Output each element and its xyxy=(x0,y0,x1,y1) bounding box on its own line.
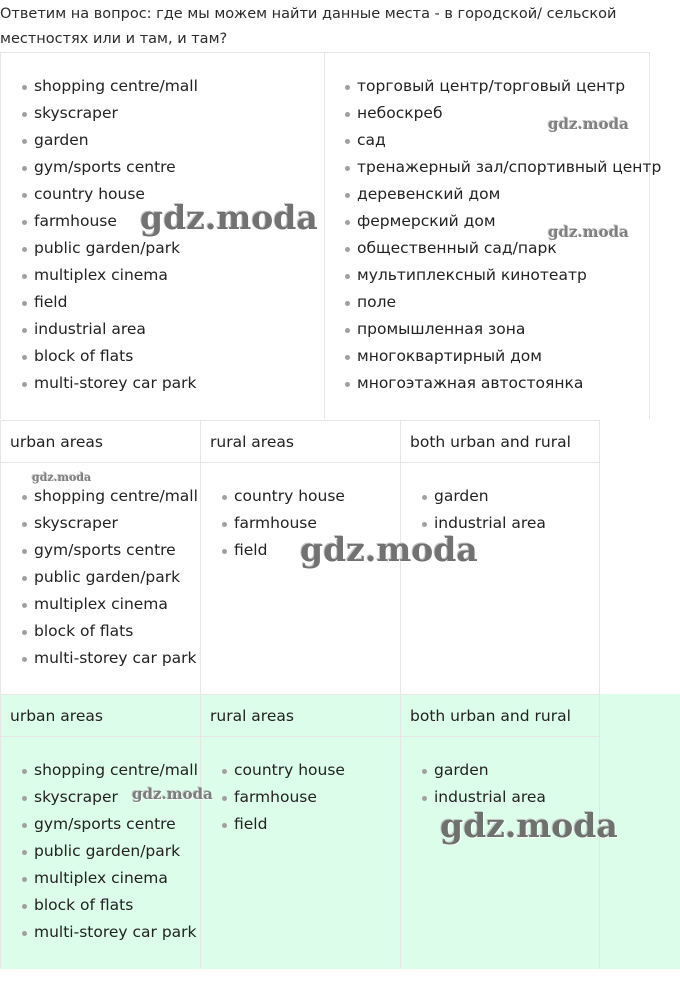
list-item: промышленная зона xyxy=(345,316,661,343)
rural-list xyxy=(222,757,345,838)
vocab-english-list xyxy=(22,73,198,397)
list-item: торговый центр/торговый центр xyxy=(345,73,661,100)
cell-rural-areas xyxy=(200,736,400,969)
vocab-russian-list xyxy=(345,73,661,397)
list-item: garden xyxy=(22,127,198,154)
header-urban-areas: urban areas xyxy=(0,694,200,736)
list-item: country house xyxy=(222,483,345,510)
list-item: multiplex cinema xyxy=(22,865,198,892)
header-urban-areas: urban areas xyxy=(0,420,200,462)
list-item: farmhouse xyxy=(222,510,345,537)
list-item: skyscraper xyxy=(22,784,198,811)
cell-rural-areas xyxy=(200,462,400,695)
list-item: shopping centre/mall xyxy=(22,73,198,100)
list-item: field xyxy=(222,811,345,838)
table-body-row xyxy=(0,462,600,695)
header-both-areas: both urban and rural xyxy=(400,420,600,462)
list-item: тренажерный зал/спортивный центр xyxy=(345,154,661,181)
classification-table xyxy=(0,420,600,695)
header-rural-areas: rural areas xyxy=(200,420,400,462)
list-item: industrial area xyxy=(422,784,546,811)
list-item: public garden/park xyxy=(22,235,198,262)
list-item: block of flats xyxy=(22,618,198,645)
list-item: multi-storey car park xyxy=(22,645,198,672)
list-item: gym/sports centre xyxy=(22,537,198,564)
list-item: multiplex cinema xyxy=(22,591,198,618)
list-item: field xyxy=(222,537,345,564)
list-item: industrial area xyxy=(422,510,546,537)
list-item: gym/sports centre xyxy=(22,154,198,181)
list-item: небоскреб xyxy=(345,100,661,127)
answer-table xyxy=(0,694,600,969)
list-item: public garden/park xyxy=(22,564,198,591)
list-item: multiplex cinema xyxy=(22,262,198,289)
list-item: skyscraper xyxy=(22,100,198,127)
cell-urban-areas xyxy=(0,736,200,969)
list-item: сад xyxy=(345,127,661,154)
list-item: public garden/park xyxy=(22,838,198,865)
vocab-table xyxy=(0,52,662,419)
list-item: country house xyxy=(22,181,198,208)
urban-list xyxy=(22,483,198,672)
list-item: gym/sports centre xyxy=(22,811,198,838)
list-item: фермерский дом xyxy=(345,208,661,235)
list-item: country house xyxy=(222,757,345,784)
header-rural-areas: rural areas xyxy=(200,694,400,736)
list-item: skyscraper xyxy=(22,510,198,537)
cell-both-areas xyxy=(400,736,600,969)
watermark-logo: gdz.moda xyxy=(32,471,92,484)
table-header-row xyxy=(0,694,600,736)
table-body-row xyxy=(0,736,600,969)
list-item: многоэтажная автостоянка xyxy=(345,370,661,397)
table-header-row xyxy=(0,420,600,462)
question-text: Ответим на вопрос: где мы можем найти данные места - в городской/ сельской местностях или и там, и там? xyxy=(0,6,617,47)
list-item: многоквартирный дом xyxy=(345,343,661,370)
list-item: garden xyxy=(422,483,546,510)
list-item: farmhouse xyxy=(222,784,345,811)
header-both-areas: both urban and rural xyxy=(400,694,600,736)
cell-both-areas xyxy=(400,462,600,695)
list-item: block of flats xyxy=(22,343,198,370)
list-item: мультиплексный кинотеатр xyxy=(345,262,661,289)
vocab-english-column xyxy=(1,53,325,419)
both-list xyxy=(422,757,546,811)
watermark-logo: gdz.moda xyxy=(548,115,629,133)
rural-list xyxy=(222,483,345,564)
list-item: multi-storey car park xyxy=(22,919,198,946)
list-item: field xyxy=(22,289,198,316)
cell-urban-areas xyxy=(0,462,200,695)
list-item: industrial area xyxy=(22,316,198,343)
watermark-logo: gdz.moda xyxy=(132,785,213,803)
list-item: shopping centre/mall xyxy=(22,483,198,510)
watermark-logo: gdz.moda xyxy=(300,530,478,569)
list-item: farmhouse xyxy=(22,208,198,235)
watermark-logo: gdz.moda xyxy=(548,223,629,241)
list-item: garden xyxy=(422,757,546,784)
list-item: общественный сад/парк xyxy=(345,235,661,262)
vocab-russian-column xyxy=(325,53,662,419)
urban-list xyxy=(22,757,198,946)
both-list xyxy=(422,483,546,537)
list-item: деревенский дом xyxy=(345,181,661,208)
list-item: поле xyxy=(345,289,661,316)
watermark-logo: gdz.moda xyxy=(140,198,318,237)
watermark-logo: gdz.moda xyxy=(440,806,618,845)
list-item: block of flats xyxy=(22,892,198,919)
list-item: multi-storey car park xyxy=(22,370,198,397)
list-item: shopping centre/mall xyxy=(22,757,198,784)
